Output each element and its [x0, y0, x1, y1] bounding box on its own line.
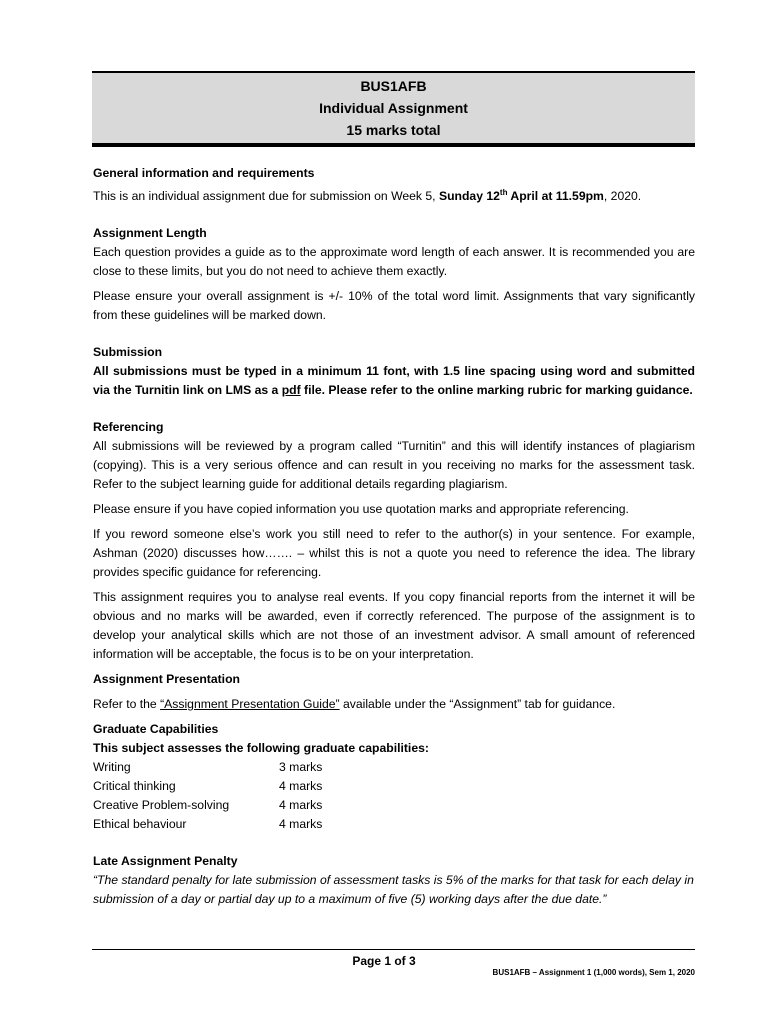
capabilities-intro: This subject assesses the following graduate capabilities:	[93, 741, 429, 756]
submission-text-a: All submissions must be typed in a minimum 11 font, with 1.5 line spacing using word and submitted via the Turnitin link on LMS as a	[93, 364, 695, 398]
length-p1: Each question provides a guide as to the approximate word length of each answer. It is recommended you are close to these limits, but you do not need to achieve them exactly.	[93, 245, 695, 279]
total-marks: 15 marks total	[346, 122, 441, 138]
referencing-p2: Please ensure if you have copied information you use quotation marks and appropriate referencing.	[93, 502, 629, 517]
submission-heading: Submission	[93, 345, 163, 360]
capability-row	[93, 815, 695, 834]
presentation-text	[93, 695, 695, 714]
general-text-a: This is an individual assignment due for submission on Week 5,	[93, 189, 439, 204]
referencing-heading: Referencing	[93, 420, 164, 435]
pdf-word: pdf	[281, 383, 301, 398]
referencing-p3: If you reword someone else’s work you still need to refer to the author(s) in your sentence. For example, Ashman (2020) discusses how……. – whilst this is not a quote you need to reference the idea. The library provides specific guidance for referencing.	[93, 527, 695, 580]
title-banner	[92, 71, 695, 147]
due-date-a: Sunday 12	[438, 189, 500, 204]
due-date-suffix: th	[499, 188, 508, 197]
presentation-text-b: available under the “Assignment” tab for guidance.	[339, 697, 616, 712]
submission-text-b: file. Please refer to the online marking rubric for marking guidance.	[300, 383, 693, 398]
capability-row	[93, 796, 695, 815]
footer-divider	[92, 949, 695, 950]
presentation-guide-link[interactable]: “Assignment Presentation Guide”	[160, 697, 340, 712]
document-body	[93, 164, 695, 909]
capability-name: Ethical behaviour	[93, 817, 187, 832]
capability-name: Writing	[93, 760, 131, 775]
length-p2: Please ensure your overall assignment is +/- 10% of the total word limit. Assignments that vary significantly from these guidelines will be marked down.	[93, 289, 695, 323]
general-text	[93, 183, 695, 206]
referencing-p4: This assignment requires you to analyse real events. If you copy financial reports from the internet it will be obvious and no marks will be awarded, even if correctly referenced. The purpose of the assignment is to develop your analytical skills which are not those of an investment advisor. A small amount of referenced information will be acceptable, the focus is to be on your interpretation.	[93, 590, 695, 662]
capability-marks: 4 marks	[279, 798, 323, 813]
footer-note: BUS1AFB – Assignment 1 (1,000 words), Sem 1, 2020	[492, 968, 695, 977]
capability-row	[93, 777, 695, 796]
page-number: Page 1 of 3	[352, 954, 416, 968]
capability-marks: 3 marks	[279, 760, 323, 775]
capability-marks: 4 marks	[279, 817, 323, 832]
referencing-p1: All submissions will be reviewed by a program called “Turnitin” and this will identify instances of plagiarism (copying). This is a very serious offence and can result in you receiving no marks for the assessment task. Refer to the subject learning guide for additional details regarding plagiarism.	[93, 439, 695, 492]
general-text-b: , 2020.	[603, 189, 642, 204]
submission-text	[93, 362, 695, 400]
presentation-heading: Assignment Presentation	[93, 672, 240, 687]
general-heading: General information and requirements	[93, 166, 315, 180]
capability-name: Creative Problem-solving	[93, 798, 230, 813]
presentation-text-a: Refer to the	[93, 697, 161, 712]
length-heading: Assignment Length	[93, 226, 207, 241]
capabilities-heading: Graduate Capabilities	[93, 722, 219, 737]
capability-name: Critical thinking	[93, 779, 176, 794]
due-date-b: April at 11.59pm	[507, 189, 604, 204]
late-penalty-text: “The standard penalty for late submission of assessment tasks is 5% of the marks for that task for each delay in submission of a day or partial day up to a maximum of five (5) working days after the due date.”	[93, 873, 694, 907]
capability-row	[93, 758, 695, 777]
course-code: BUS1AFB	[360, 78, 427, 94]
capability-marks: 4 marks	[279, 779, 323, 794]
late-heading: Late Assignment Penalty	[93, 854, 238, 869]
assignment-title: Individual Assignment	[319, 100, 468, 116]
